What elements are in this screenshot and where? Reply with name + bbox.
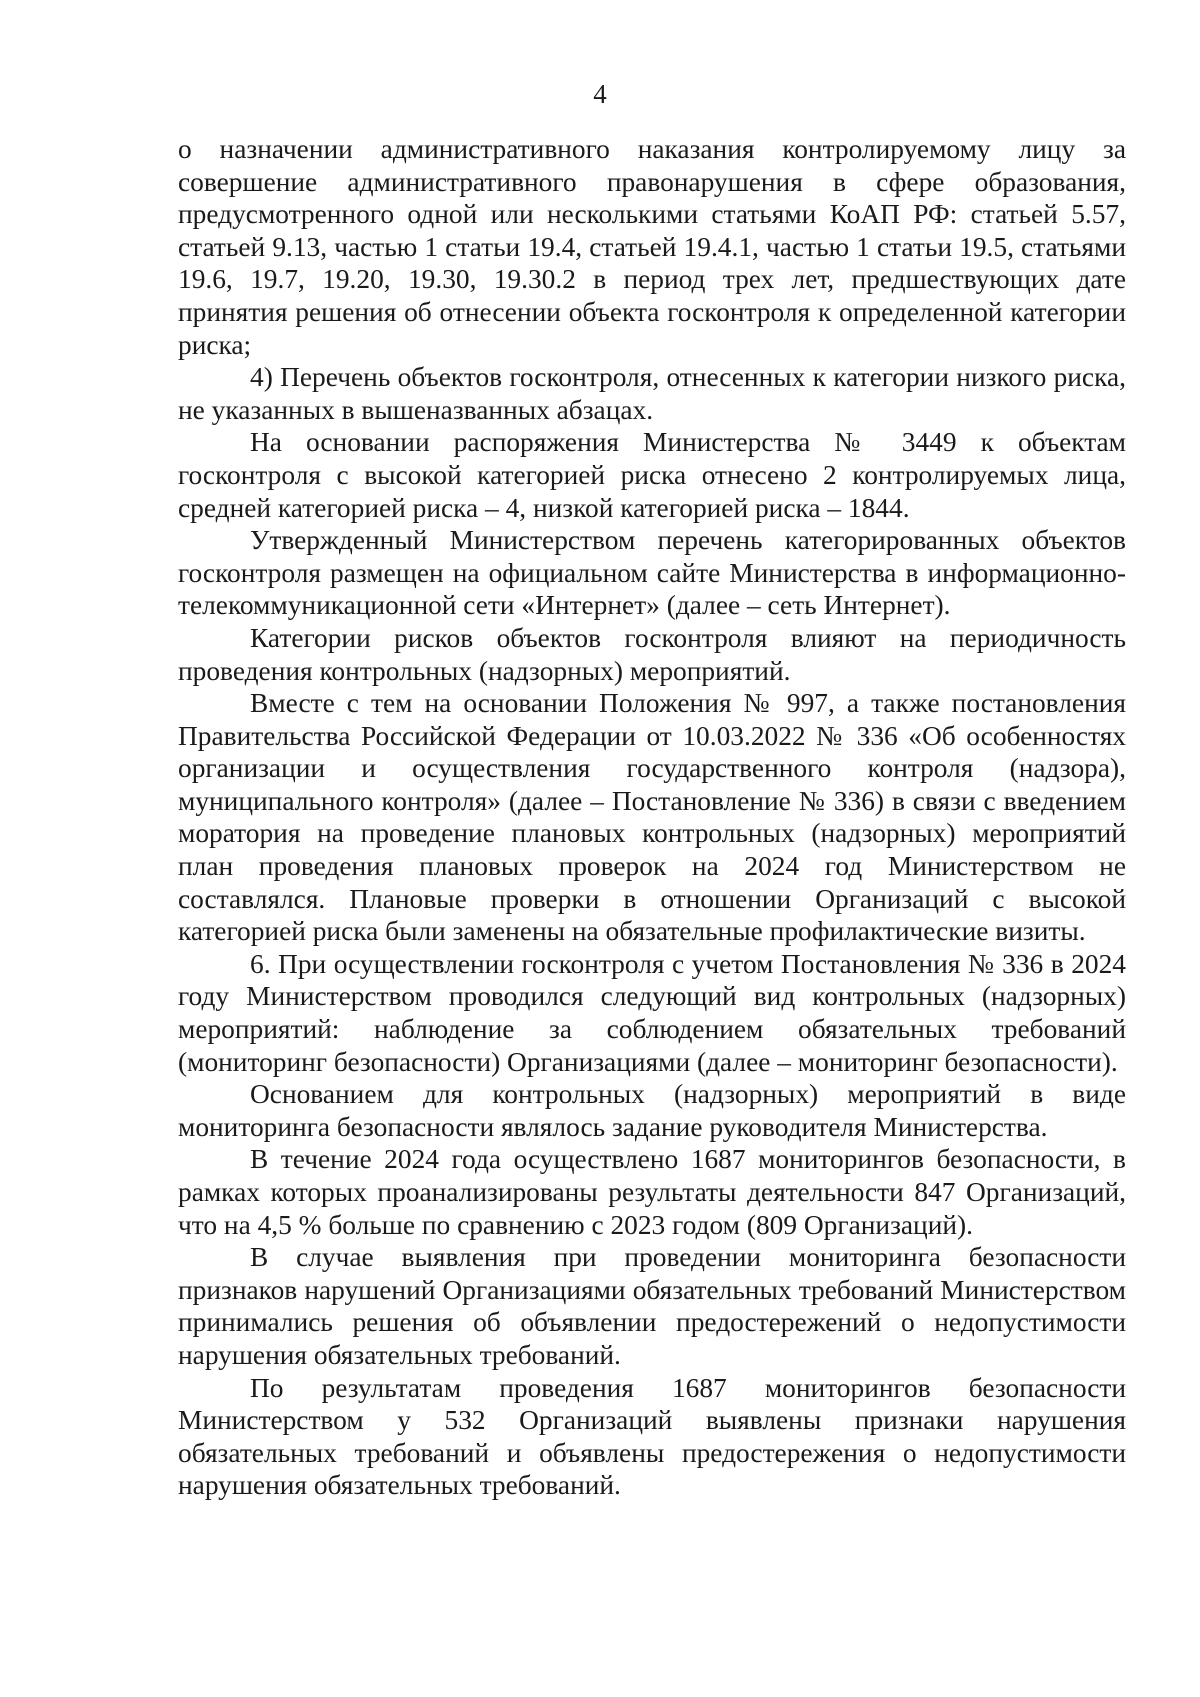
page-number: 4 (593, 79, 607, 109)
paragraph: Основанием для контрольных (надзорных) мероприятий в виде мониторинга безопасности являлось задание руководителя Министерства. (178, 1079, 1126, 1142)
paragraph: Утвержденный Министерством перечень категорированных объектов госконтроля размещен на официальном сайте Министерства в информационно-телекоммуникационной сети «Интернет» (далее – сеть Интернет). (178, 525, 1126, 621)
paragraph: Категории рисков объектов госконтроля влияют на периодичность проведения контрольных (надзорных) мероприятий. (178, 622, 1126, 686)
paragraph: о назначении административного наказания контролируемому лицу за совершение административного правонарушения в сфере образования, предусмотренного одной или несколькими статьями КоАП РФ: статьей 5.57, статьей 9.13, частью 1 статьи 19.4, статьей 19.4.1, частью 1 статьи 19.5, статьями 19.6, 19.7, 19.20, 19.30, 19.30.2 в период трех лет, предшествующих дате принятия решения об отнесении объекта госконтроля к определенной категории риска; (178, 134, 1126, 360)
paragraph: 6. При осуществлении госконтроля с учетом Постановления № 336 в 2024 году Министерством проводился следующий вид контрольных (надзорных) мероприятий: наблюдение за соблюдением обязательных требований (мониторинг безопасности) Организациями (далее – мониторинг безопасности). (178, 948, 1126, 1077)
paragraph: В течение 2024 года осуществлено 1687 мониторингов безопасности, в рамках которых проанализированы результаты деятельности 847 Организаций, что на 4,5 % больше по сравнению с 2023 годом (809 Организаций). (178, 1144, 1126, 1240)
paragraph: На основании распоряжения Министерства № 3449 к объектам госконтроля с высокой категорией риска отнесено 2 контролируемых лица, средней категорией риска – 4, низкой категорией риска – 1844. (178, 427, 1126, 523)
paragraph: Вместе с тем на основании Положения № 997, а также постановления Правительства Российской Федерации от 10.03.2022 № 336 «Об особенностях организации и осуществления государственного контроля (надзора), муниципального контроля» (далее – Постановление № 336) в связи с введением моратория на проведение плановых контрольных (надзорных) мероприятий план проведения плановых проверок на 2024 год Министерством не составлялся. Плановые проверки в отношении Организаций с высокой категорией риска были заменены на обязательные профилактические визиты. (178, 688, 1126, 947)
paragraph: По результатам проведения 1687 мониторингов безопасности Министерством у 532 Организаций выявлены признаки нарушения обязательных требований и объявлены предостережения о недопустимости нарушения обязательных требований. (178, 1372, 1126, 1501)
paragraph: В случае выявления при проведении мониторинга безопасности признаков нарушений Организациями обязательных требований Министерством принимались решения об объявлении предостережений о недопустимости нарушения обязательных требований. (178, 1242, 1126, 1370)
document-body (178, 133, 1126, 1502)
paragraph: 4) Перечень объектов госконтроля, отнесенных к категории низкого риска, не указанных в вышеназванных абзацах. (178, 362, 1126, 425)
